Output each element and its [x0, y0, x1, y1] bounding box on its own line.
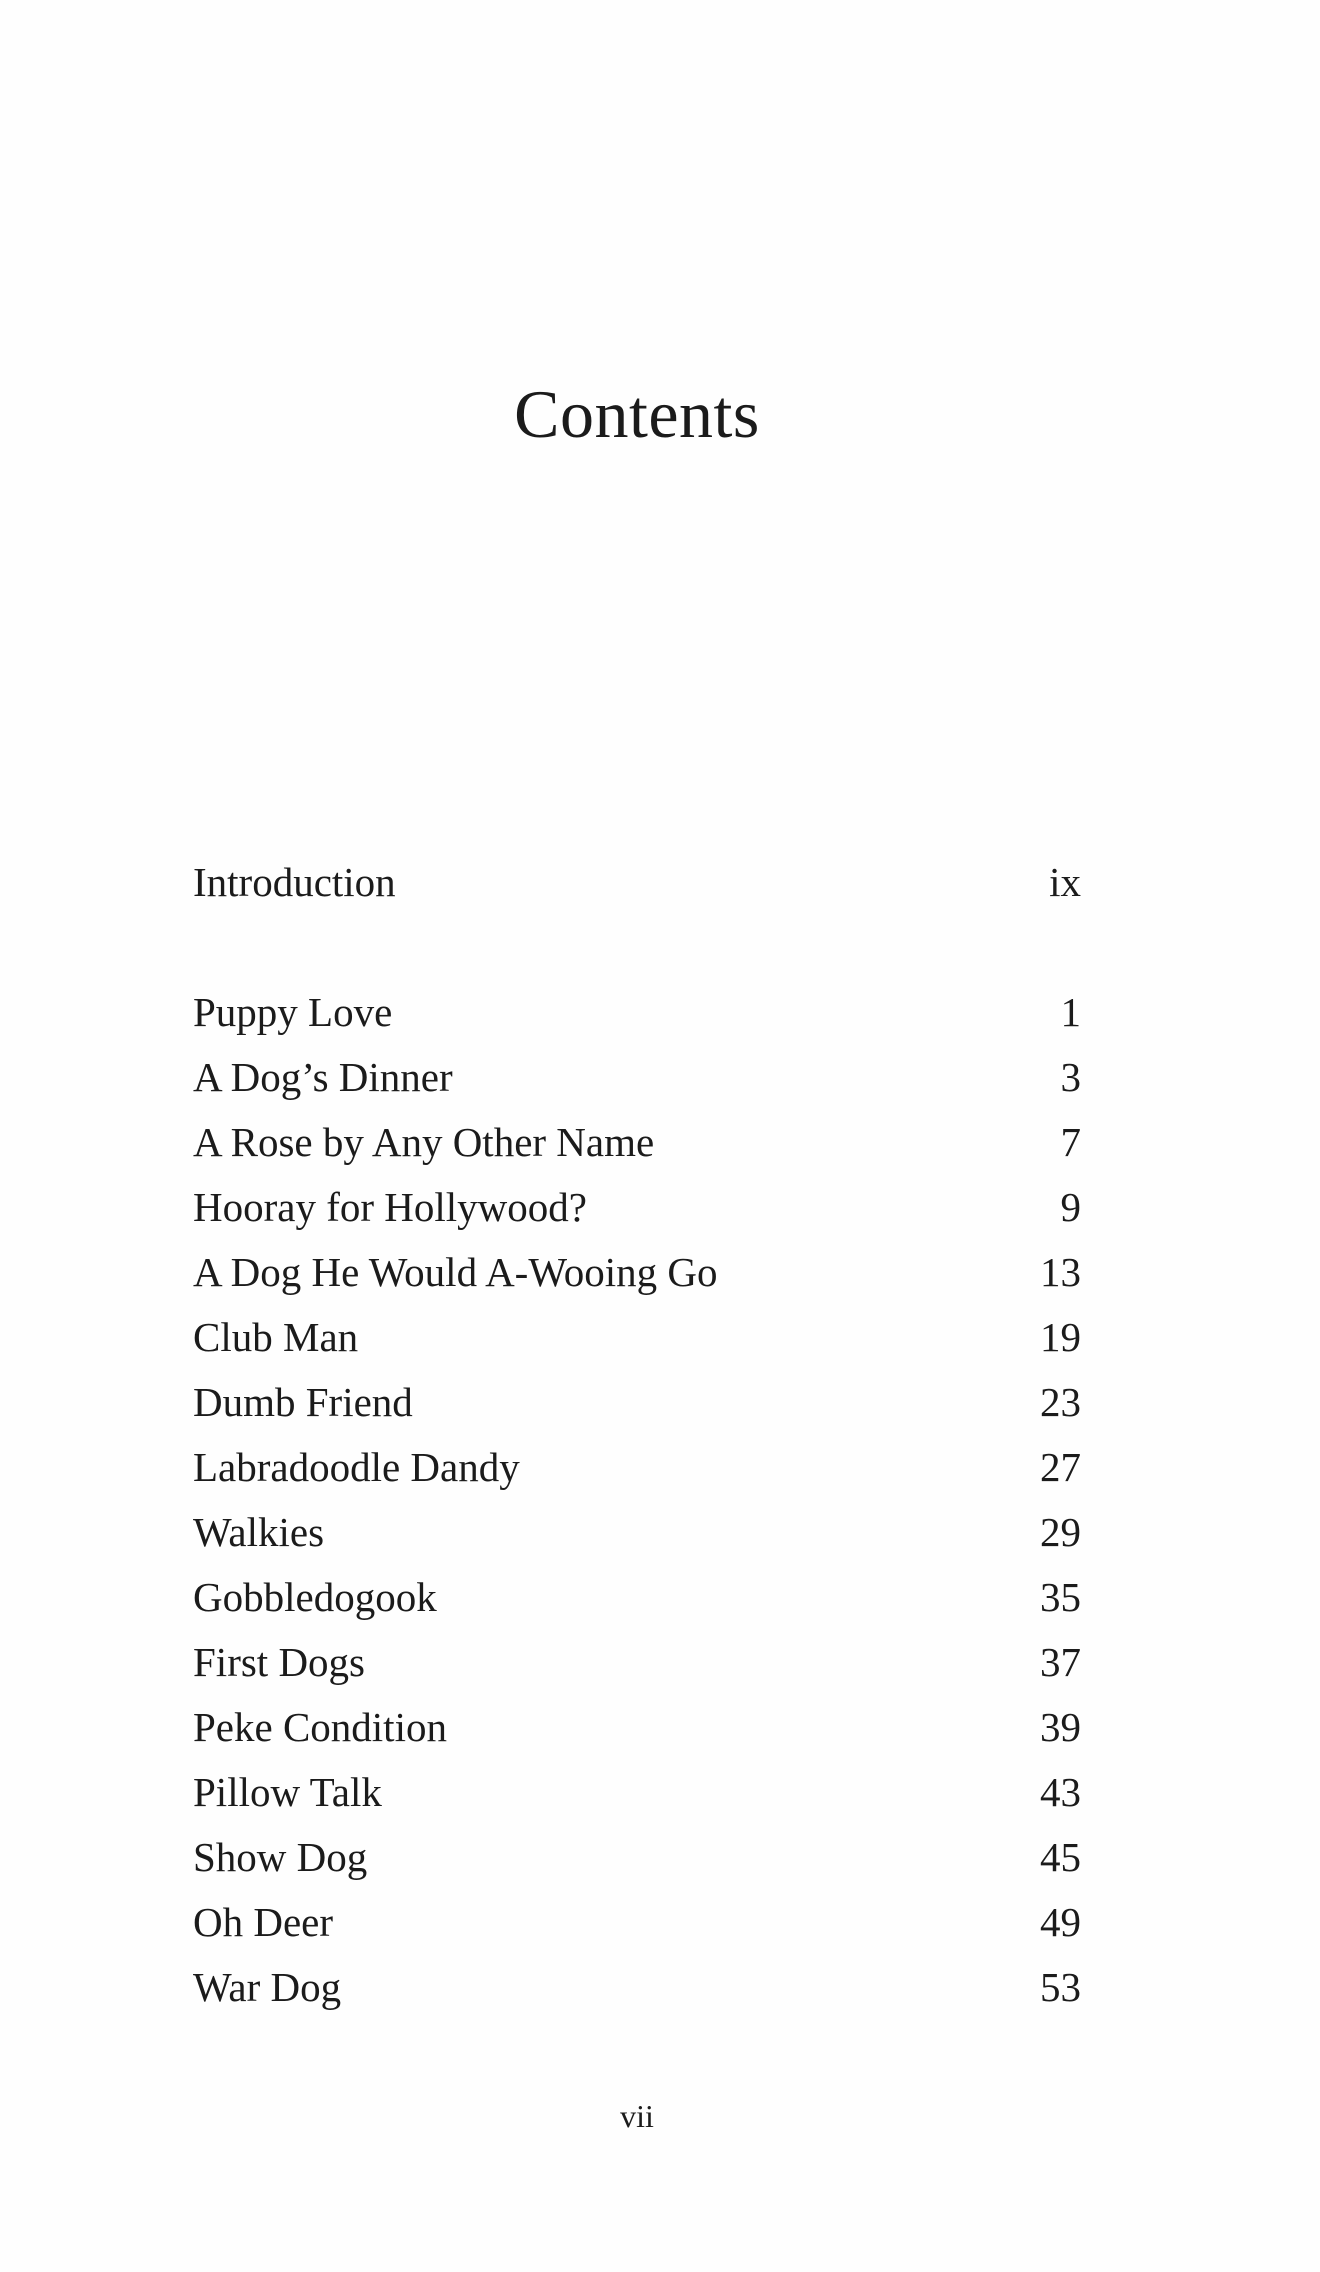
toc-entry-label: Dumb Friend	[193, 1379, 413, 1425]
toc-entry-page-number: 23	[1040, 1379, 1081, 1425]
toc-entry	[193, 1639, 1081, 1707]
toc-entry-page-number: 27	[1040, 1444, 1081, 1490]
toc-entry-label: Introduction	[193, 859, 396, 905]
toc-entry-page-number: 45	[1040, 1834, 1081, 1880]
toc-entry	[193, 1964, 1081, 2032]
toc-entry	[193, 1184, 1081, 1252]
toc-entry-label: Labradoodle Dandy	[193, 1444, 520, 1490]
toc-entry-page-number: 9	[1060, 1184, 1081, 1230]
toc-entry-page-number: ix	[1049, 859, 1081, 905]
toc-entry-label: Gobbledogook	[193, 1574, 437, 1620]
toc-entry	[193, 1769, 1081, 1837]
toc-entry-page-number: 7	[1060, 1119, 1081, 1165]
toc-entry	[193, 1249, 1081, 1317]
toc-entry-page-number: 35	[1040, 1574, 1081, 1620]
page-number-footer: vii	[620, 2098, 654, 2134]
toc-entry-label: Pillow Talk	[193, 1769, 382, 1815]
toc-entry-page-number: 37	[1040, 1639, 1081, 1685]
toc-entry-label: Peke Condition	[193, 1704, 447, 1750]
page-title: Contents	[514, 376, 760, 452]
toc-entry-page-number: 13	[1040, 1249, 1081, 1295]
toc-entry-page-number: 39	[1040, 1704, 1081, 1750]
toc-entry-label: Club Man	[193, 1314, 359, 1360]
toc-entry	[193, 1314, 1081, 1382]
toc-entry-label: Walkies	[193, 1509, 325, 1555]
toc-entry-page-number: 29	[1040, 1509, 1081, 1555]
toc-entry	[193, 1899, 1081, 1967]
toc-entry-label: A Rose by Any Other Name	[193, 1119, 655, 1165]
toc-entry-label: A Dog’s Dinner	[193, 1054, 453, 1100]
toc-entry	[193, 1509, 1081, 1577]
table-of-contents	[193, 859, 1081, 2032]
toc-entry-introduction	[193, 859, 1081, 927]
toc-entry-page-number: 49	[1040, 1899, 1081, 1945]
toc-entry-label: Oh Deer	[193, 1899, 334, 1945]
toc-entry	[193, 1054, 1081, 1122]
toc-entry	[193, 1379, 1081, 1447]
toc-entry-page-number: 53	[1040, 1964, 1081, 2010]
toc-entry-label: Puppy Love	[193, 989, 393, 1035]
toc-entry	[193, 1704, 1081, 1772]
toc-entry-label: Hooray for Hollywood?	[193, 1184, 587, 1230]
toc-entry-label: First Dogs	[193, 1639, 366, 1685]
toc-entry-page-number: 19	[1040, 1314, 1081, 1360]
toc-entry-label: A Dog He Would A-Wooing Go	[193, 1249, 718, 1295]
toc-entry	[193, 1119, 1081, 1187]
toc-entry-page-number: 3	[1060, 1054, 1081, 1100]
toc-entry-label: War Dog	[193, 1964, 342, 2010]
toc-entry	[193, 1574, 1081, 1642]
toc-entry	[193, 1444, 1081, 1512]
toc-entry-label: Show Dog	[193, 1834, 368, 1880]
toc-entry-page-number: 1	[1060, 989, 1081, 1035]
toc-entry-page-number: 43	[1040, 1769, 1081, 1815]
toc-entry	[193, 989, 1081, 1057]
toc-entry	[193, 1834, 1081, 1902]
